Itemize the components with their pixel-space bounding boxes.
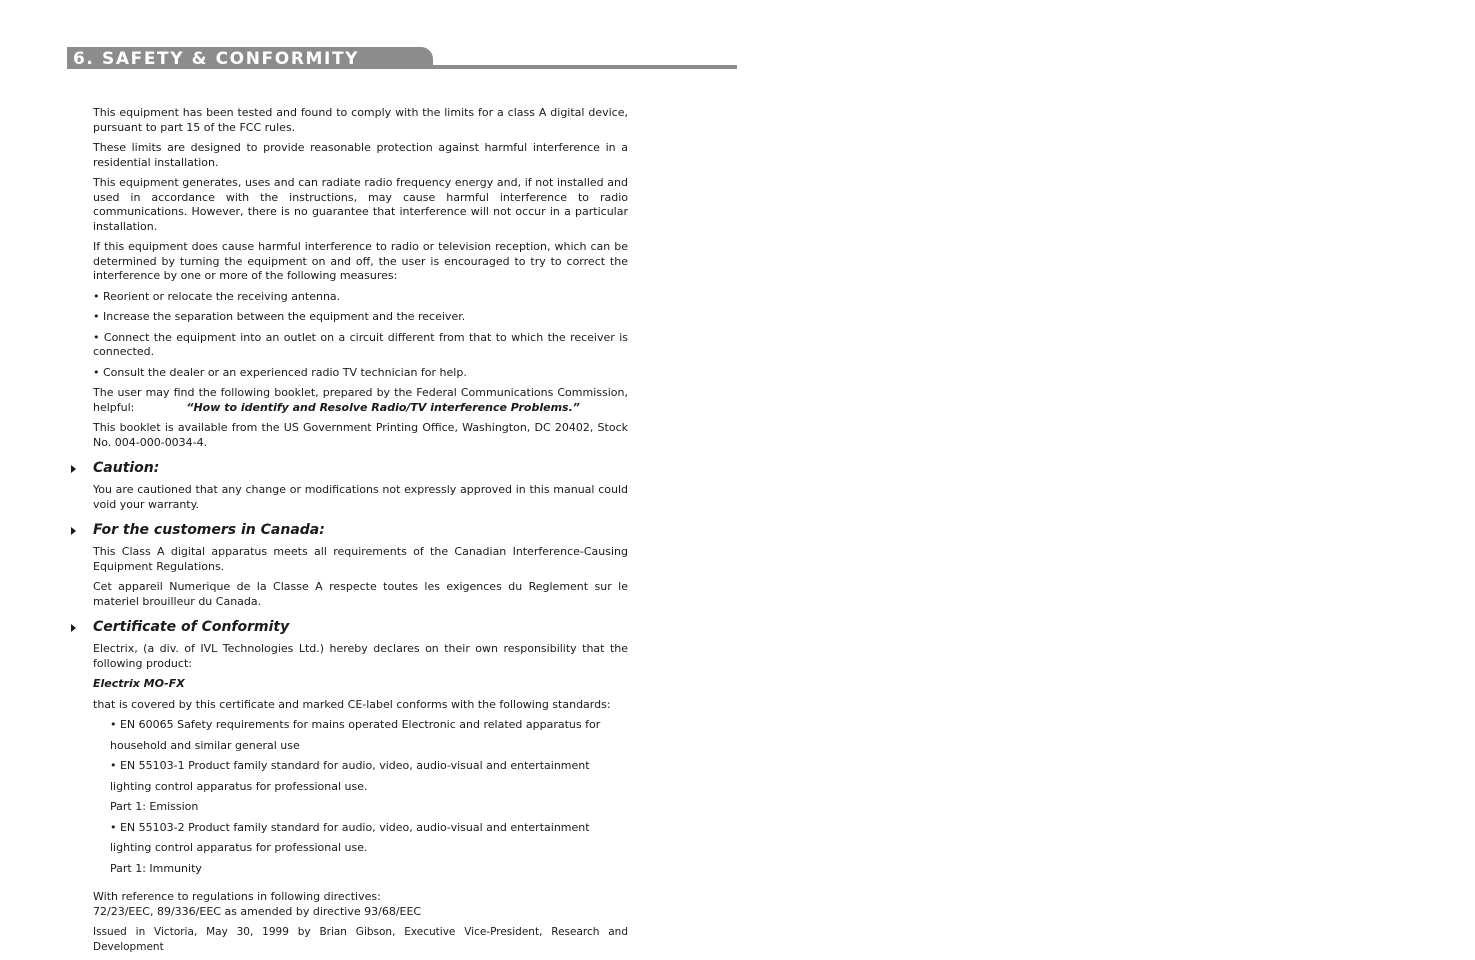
fcc-paragraph-1: This equipment has been tested and found to comply with the limits for a class A digital device, pursuant to part 15 of the FCC rules. xyxy=(93,106,628,134)
certificate-covered: that is covered by this certificate and marked CE-label conforms with the following standards: xyxy=(93,697,611,711)
triangle-bullet-icon xyxy=(71,465,76,473)
caution-text: You are cautioned that any change or modifications not expressly approved in this manual could void your warranty. xyxy=(93,483,628,511)
booklet-availability: This booklet is available from the US Government Printing Office, Washington, DC 20402, Stock No. 004-000-0034-4. xyxy=(93,421,628,449)
caution-heading-text: Caution: xyxy=(93,460,160,476)
directives-intro: With reference to regulations in following directives: xyxy=(93,890,381,903)
standard-line: • EN 55103-1 Product family standard for audio, video, audio-visual and entertainment xyxy=(110,759,590,772)
standard-line: • EN 60065 Safety requirements for mains operated Electronic and related apparatus for xyxy=(110,718,601,731)
product-name: Electrix MO-FX xyxy=(93,677,185,690)
booklet-paragraph xyxy=(93,386,628,415)
section-title: 6. SAFETY & CONFORMITY xyxy=(73,49,360,69)
canada-heading xyxy=(93,522,628,539)
canada-english-text: This Class A digital apparatus meets all requirements of the Canadian Interference-Causing Equipment Regulations. xyxy=(93,545,628,573)
measure-item: • Consult the dealer or an experienced radio TV technician for help. xyxy=(93,365,467,379)
standard-part: Part 1: Immunity xyxy=(110,861,202,875)
booklet-intro: The user may find the following booklet, prepared by the Federal Communications Commission, helpful: xyxy=(93,386,628,414)
canada-french-text: Cet appareil Numerique de la Classe A respecte toutes les exigences du Reglement sur le materiel brouilleur du Canada. xyxy=(93,580,628,608)
booklet-title: “How to identify and Resolve Radio/TV interference Problems.” xyxy=(186,400,580,414)
canada-heading-text: For the customers in Canada: xyxy=(93,522,325,538)
measure-item: • Connect the equipment into an outlet on a circuit different from that to which the receiver is connected. xyxy=(93,330,628,358)
certificate-declaration: Electrix, (a div. of IVL Technologies Ltd.) hereby declares on their own responsibility that the following product: xyxy=(93,642,628,670)
fcc-paragraph-2: These limits are designed to provide reasonable protection against harmful interference in a residential installation. xyxy=(93,141,628,169)
standard-line: lighting control apparatus for professional use. xyxy=(110,841,368,854)
document-body xyxy=(93,106,628,960)
measure-item: • Increase the separation between the equipment and the receiver. xyxy=(93,310,466,323)
header-rule xyxy=(430,65,737,69)
fcc-paragraph-4: If this equipment does cause harmful interference to radio or television reception, which can be determined by turning the equipment on and off, the user is encouraged to try to correct the interference by one or more of the following measures: xyxy=(93,240,628,282)
standard-line: • EN 55103-2 Product family standard for audio, video, audio-visual and entertainment xyxy=(110,820,590,834)
standard-part: Part 1: Emission xyxy=(110,800,199,813)
certificate-heading xyxy=(93,619,628,636)
directives-list: 72/23/EEC, 89/336/EEC as amended by directive 93/68/EEC xyxy=(93,904,422,918)
certificate-heading-text: Certificate of Conformity xyxy=(93,619,290,635)
triangle-bullet-icon xyxy=(71,527,76,535)
issued-statement: Issued in Victoria, May 30, 1999 by Brian Gibson, Executive Vice-President, Research and Development xyxy=(93,926,628,953)
measure-item: • Reorient or relocate the receiving antenna. xyxy=(93,289,341,303)
fcc-paragraph-3: This equipment generates, uses and can radiate radio frequency energy and, if not installed and used in accordance with the instructions, may cause harmful interference to radio communications. However, there is no guarantee that interference will not occur in a particular installation. xyxy=(93,176,628,233)
caution-heading xyxy=(93,460,628,477)
section-header-tab xyxy=(67,47,433,69)
standards-list xyxy=(110,718,628,876)
standard-line: household and similar general use xyxy=(110,738,300,752)
triangle-bullet-icon xyxy=(71,624,76,632)
standard-line: lighting control apparatus for professional use. xyxy=(110,779,368,793)
